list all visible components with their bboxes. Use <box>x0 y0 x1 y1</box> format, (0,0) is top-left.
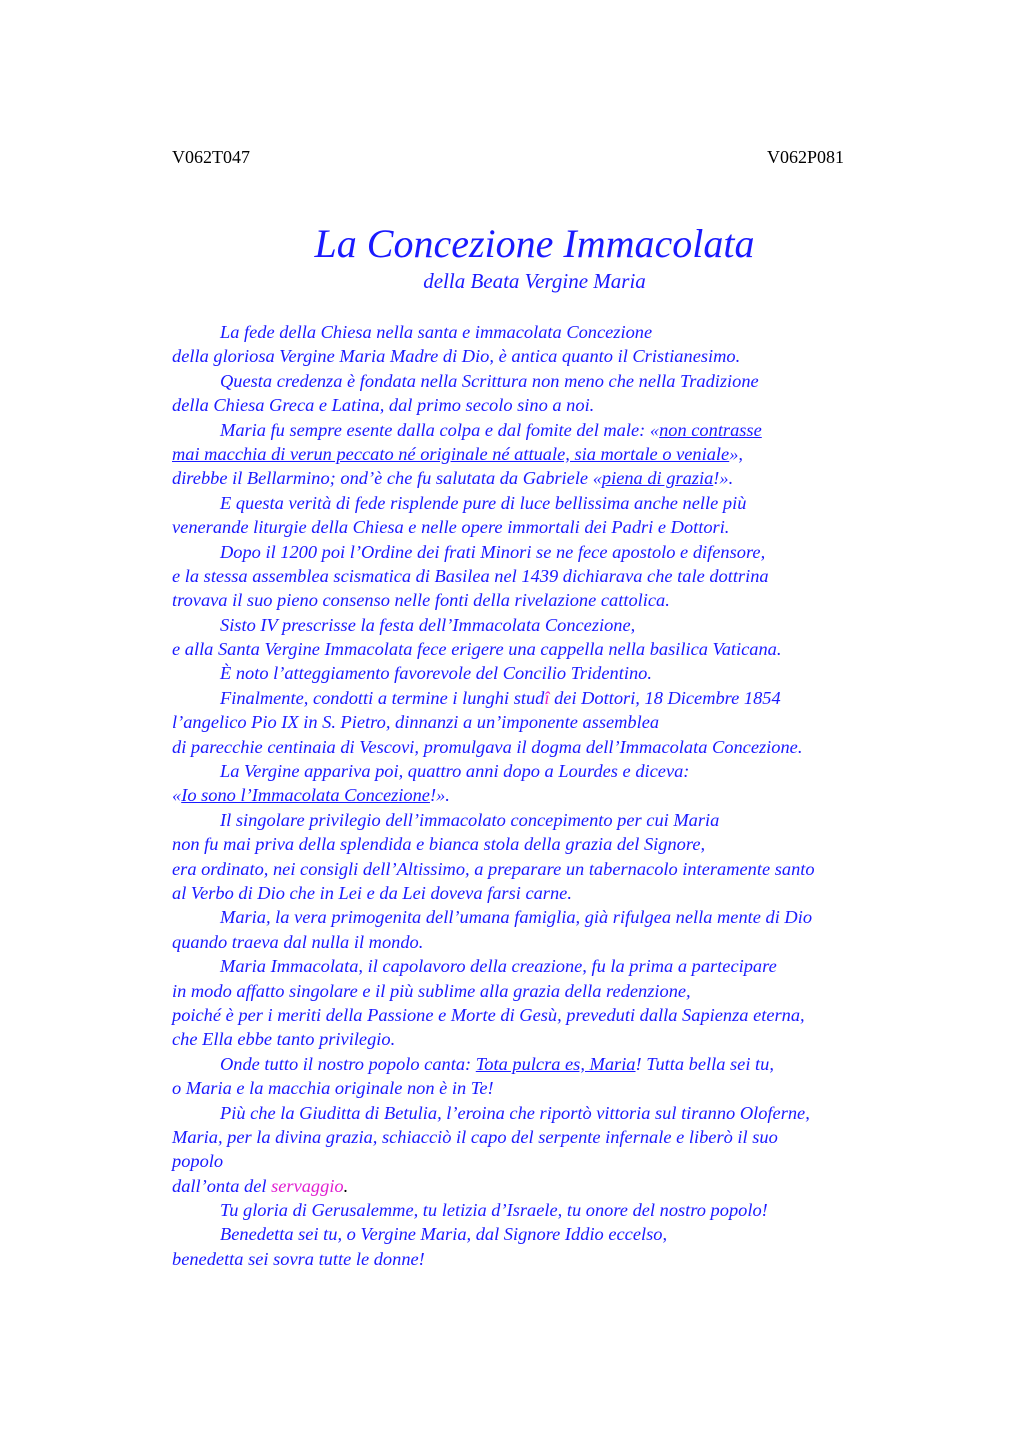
text-segment: dei Dottori, 18 Dicembre 1854 <box>549 687 781 708</box>
text-line: Tu gloria di Gerusalemme, tu letizia d’Israele, tu onore del nostro popolo! <box>220 1200 768 1221</box>
document-subtitle: della Beata Vergine Maria <box>423 269 646 293</box>
text-line: Benedetta sei tu, o Vergine Maria, dal Signore Iddio eccelso, <box>220 1224 668 1245</box>
page-code-right: V062P081 <box>766 147 844 167</box>
text-segment: !». <box>429 785 450 806</box>
text-segment: « <box>172 785 182 806</box>
text-line <box>172 686 912 710</box>
text-segment: ! Tutta bella sei tu, <box>635 1053 774 1074</box>
text-line: di parecchie centinaia di Vescovi, promulgava il dogma dell’Immacolata Concezione. <box>172 736 803 757</box>
text-line: non fu mai priva della splendida e bianca stola della grazia del Signore, <box>172 834 706 855</box>
text-line: Più che la Giuditta di Betulia, l’eroina che riportò vittoria sul tiranno Oloferne, <box>220 1102 810 1123</box>
text-line: e la stessa assemblea scismatica di Basilea nel 1439 dichiarava che tale dottrina <box>172 565 769 586</box>
text-line: al Verbo di Dio che in Lei e da Lei doveva farsi carne. <box>172 882 572 903</box>
text-line <box>172 442 912 466</box>
text-line: venerande liturgie della Chiesa e nelle opere immortali dei Padri e Dottori. <box>172 517 730 538</box>
text-line: popolo <box>172 1151 224 1172</box>
text-line: e alla Santa Vergine Immacolata fece erigere una cappella nella basilica Vaticana. <box>172 639 782 660</box>
text-segment: dall’onta del <box>172 1175 272 1196</box>
text-line <box>172 783 912 807</box>
text-line: Sisto IV prescrisse la festa dell’Immacolata Concezione, <box>220 614 636 635</box>
text-line: della Chiesa Greca e Latina, dal primo secolo sino a noi. <box>172 395 595 416</box>
text-line: Maria, la vera primogenita dell’umana famiglia, già rifulgea nella mente di Dio <box>220 907 813 928</box>
text-line: era ordinato, nei consigli dell’Altissimo, a preparare un tabernacolo interamente santo <box>172 858 815 879</box>
text-segment: Maria fu sempre esente dalla colpa e dal fomite del male: « <box>220 419 660 440</box>
text-line: La fede della Chiesa nella santa e immacolata Concezione <box>220 322 653 342</box>
quote-underlined: mai macchia di verun peccato né originale né attuale, sia mortale o veniale <box>172 443 730 464</box>
text-line: È noto l’atteggiamento favorevole del Concilio Tridentino. <box>220 663 652 684</box>
text-segment: direbbe il Bellarmino; ond’è che fu salutata da Gabriele « <box>172 468 602 489</box>
text-line: che Ella ebbe tanto privilegio. <box>172 1029 396 1050</box>
text-line: in modo affatto singolare e il più sublime alla grazia della redenzione, <box>172 980 691 1001</box>
text-line: l’angelico Pio IX in S. Pietro, dinnanzi a un’imponente assemblea <box>172 712 660 733</box>
text-segment: », <box>729 443 744 464</box>
text-line: Maria Immacolata, il capolavoro della creazione, fu la prima a partecipare <box>220 956 777 977</box>
text-line <box>172 1052 912 1076</box>
text-line: Maria, per la divina grazia, schiacciò il capo del serpente infernale e liberò il suo <box>172 1126 778 1147</box>
body-text <box>172 320 912 1271</box>
accent-letter: î <box>544 687 550 708</box>
text-line: o Maria e la macchia originale non è in Te! <box>172 1078 494 1099</box>
text-segment: . <box>343 1175 349 1196</box>
document-code-left: V062T047 <box>172 147 250 167</box>
quote-underlined: Io sono l’Immacolata Concezione <box>181 785 430 806</box>
text-segment: !». <box>713 468 734 489</box>
text-line <box>172 466 912 490</box>
quote-underlined: non contrasse <box>659 419 762 440</box>
text-line: La Vergine appariva poi, quattro anni dopo a Lourdes e diceva: <box>220 761 690 782</box>
text-segment: Finalmente, condotti a termine i lunghi stud <box>220 687 545 708</box>
text-line: poiché è per i meriti della Passione e Morte di Gesù, preveduti dalla Sapienza eterna, <box>172 1004 805 1025</box>
quote-underlined: Tota pulcra es, Maria <box>475 1053 636 1074</box>
text-line: quando traeva dal nulla il mondo. <box>172 931 424 952</box>
text-line <box>172 418 912 442</box>
text-line: Il singolare privilegio dell’immacolato concepimento per cui Maria <box>220 809 720 830</box>
text-line: della gloriosa Vergine Maria Madre di Dio, è antica quanto il Cristianesimo. <box>172 346 741 367</box>
text-line: trovava il suo pieno consenso nelle fonti della rivelazione cattolica. <box>172 590 670 611</box>
text-line: Dopo il 1200 poi l’Ordine dei frati Minori se ne fece apostolo e difensore, <box>220 541 766 562</box>
text-line: Questa credenza è fondata nella Scrittura non meno che nella Tradizione <box>220 370 759 391</box>
highlighted-word: servaggio <box>271 1175 344 1196</box>
text-line: benedetta sei sovra tutte le donne! <box>172 1248 425 1269</box>
text-segment: Onde tutto il nostro popolo canta: <box>220 1053 476 1074</box>
text-line <box>172 1174 912 1198</box>
text-line: E questa verità di fede risplende pure di luce bellissima anche nelle più <box>220 492 747 513</box>
document-title: La Concezione Immacolata <box>314 221 755 266</box>
quote-underlined: piena di grazia <box>601 468 714 489</box>
page-header <box>172 147 844 171</box>
